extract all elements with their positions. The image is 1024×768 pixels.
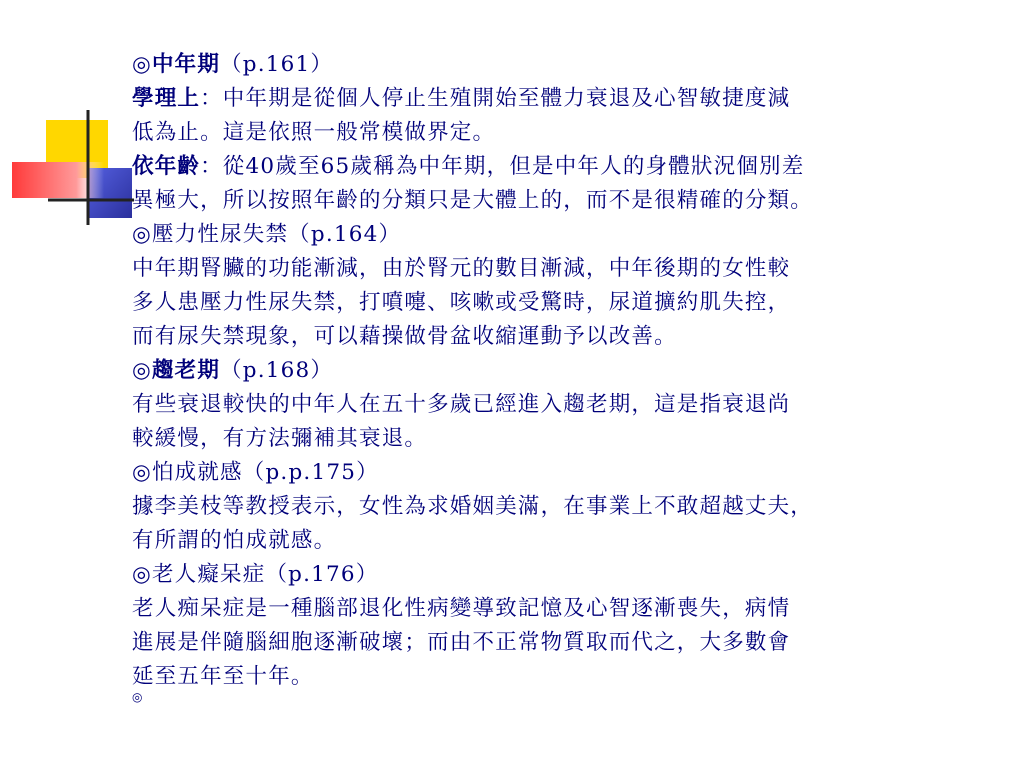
line-bold-prefix: 學理上 bbox=[132, 86, 201, 111]
text-line bbox=[132, 490, 1002, 524]
text-line bbox=[132, 218, 1002, 252]
line-bold-prefix: 依年齡 bbox=[132, 154, 201, 179]
line-text: ◎怕成就感（p.p.175） bbox=[132, 460, 379, 485]
line-text: 多人患壓力性尿失禁，打噴嚏、咳嗽或受驚時，尿道擴約肌失控， bbox=[132, 290, 791, 315]
text-line bbox=[132, 354, 1002, 388]
line-text: ◎老人癡呆症（p.176） bbox=[132, 562, 379, 587]
text-line bbox=[132, 558, 1002, 592]
line-text: 而有尿失禁現象，可以藉操做骨盆收縮運動予以改善。 bbox=[132, 324, 677, 349]
text-line bbox=[132, 116, 1002, 150]
line-text: 低為止。這是依照一般常模做界定。 bbox=[132, 120, 496, 145]
trailing-bullet-mark: ◎ bbox=[132, 690, 143, 704]
text-line bbox=[132, 422, 1002, 456]
text-line bbox=[132, 456, 1002, 490]
line-text: 據李美枝等教授表示，女性為求婚姻美滿，在事業上不敢超越丈夫， bbox=[132, 494, 814, 519]
line-text: 延至五年至十年。 bbox=[132, 664, 314, 689]
text-line bbox=[132, 184, 1002, 218]
line-text: 進展是伴隨腦細胞逐漸破壞；而由不正常物質取而代之，大多數會 bbox=[132, 630, 791, 655]
slide-body bbox=[132, 48, 1002, 704]
text-line bbox=[132, 252, 1002, 286]
text-line bbox=[132, 592, 1002, 626]
text-line bbox=[132, 48, 1002, 82]
line-text: 中年期腎臟的功能漸減，由於腎元的數目漸減，中年後期的女性較 bbox=[132, 256, 791, 281]
line-bold-prefix: ◎趨老期 bbox=[132, 358, 221, 383]
line-text: ：從40歲至65歲稱為中年期，但是中年人的身體狀況個別差 bbox=[200, 154, 805, 179]
text-line bbox=[132, 524, 1002, 558]
text-line bbox=[132, 320, 1002, 354]
red-gradient-bar bbox=[12, 162, 104, 198]
text-line bbox=[132, 626, 1002, 660]
line-text: 有些衰退較快的中年人在五十多歲已經進入趨老期，這是指衰退尚 bbox=[132, 392, 791, 417]
text-line bbox=[132, 150, 1002, 184]
line-text: 較緩慢，有方法彌補其衰退。 bbox=[132, 426, 428, 451]
text-line bbox=[132, 286, 1002, 320]
line-text: 老人痴呆症是一種腦部退化性病變導致記憶及心智逐漸喪失，病情 bbox=[132, 596, 791, 621]
line-text: 異極大，所以按照年齡的分類只是大體上的，而不是很精確的分類。 bbox=[132, 188, 814, 213]
line-text: ：中年期是從個人停止生殖開始至體力衰退及心智敏捷度減 bbox=[200, 86, 791, 111]
line-text: （p.168） bbox=[220, 358, 334, 383]
line-text: ◎壓力性尿失禁（p.164） bbox=[132, 222, 402, 247]
text-line bbox=[132, 660, 1002, 694]
slide-corner-decoration bbox=[0, 0, 150, 240]
line-text: 有所謂的怕成就感。 bbox=[132, 528, 337, 553]
text-line bbox=[132, 388, 1002, 422]
line-bold-prefix: ◎中年期 bbox=[132, 52, 221, 77]
line-text: （p.161） bbox=[220, 52, 334, 77]
text-line bbox=[132, 82, 1002, 116]
